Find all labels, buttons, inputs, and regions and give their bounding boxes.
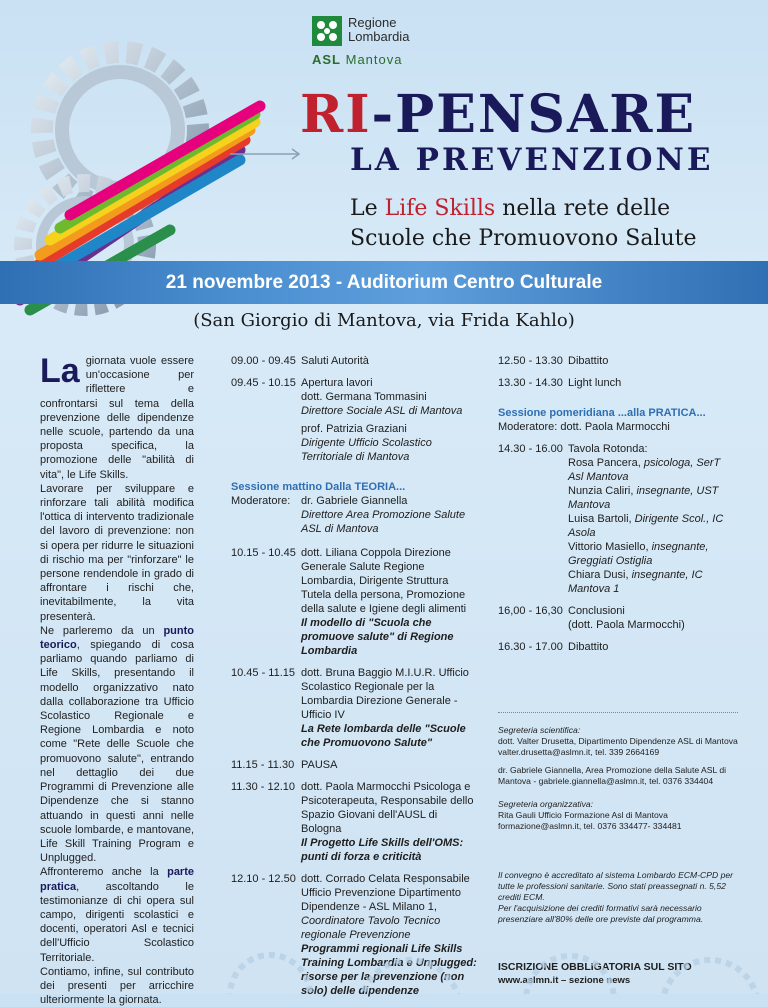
dropcap: La — [40, 352, 80, 390]
desc: Saluti Autorità — [301, 355, 369, 367]
subtitle-highlight: Life Skills — [384, 196, 496, 221]
intro-p4: Affronteremo anche la parte pratica, ascoltando le testimonianze di chi opera sul campo, dirigenti scolastici e docenti, operatori Asl e tecnici dell'Ufficio Scolastico Territoriale. — [40, 866, 194, 964]
program-row: 16.30 - 17.00 Dibattito — [498, 641, 609, 653]
program-row: 16,00 - 16,30 Conclusioni (dott. Paola Marmocchi) — [498, 605, 685, 631]
afternoon-session-header: Sessione pomeridiana ...alla PRATICA... Moderatore: dott. Paola Marmocchi — [498, 407, 706, 433]
lombardia-rose-icon — [312, 16, 342, 46]
program-row: 10.45 - 11.15 dott. Bruna Baggio M.I.U.R. Ufficio Scolastico Regionale per la Lombardia Direzione Generale - Ufficio IV La Rete lombarda delle "Scuole che Promuovono Salute" — [231, 667, 469, 749]
divider — [498, 712, 738, 713]
intro-p1: giornata vuole essere un'occasione per riflettere e confrontarsi sul tema della prevenzione delle dipendenze nelle scuole, partendo da una proposta specifica, la promozione delle "abilità di vita", le Life Skills. — [40, 355, 194, 481]
intro-text — [40, 354, 194, 1007]
logo-name-1: Regione — [348, 15, 397, 30]
main-title — [300, 84, 696, 145]
program-row: 13.30 - 14.30 Light lunch — [498, 377, 622, 389]
venue: (San Giorgio di Mantova, via Frida Kahlo) — [193, 310, 575, 331]
program-row: 11.30 - 12.10 dott. Paola Marmocchi Psicologa e Psicoterapeuta, Responsabile dello Spazio Giovani dell'AUSL di Bologna Il Progetto Life Skills dell'OMS: punti di forza e criticità — [231, 781, 474, 863]
intro-p5: Contiamo, infine, sul contributo dei presenti per arricchire ulteriormente la giornata. — [40, 965, 194, 1007]
program-row — [231, 354, 479, 368]
program-afternoon — [498, 354, 738, 987]
program-row: 10.15 - 10.45 dott. Liliana Coppola Direzione Generale Salute Regione Lombardia, Dirigente Struttura Tutela della persona, Promozione della salute e Igiene degli alimenti Il modello di "Scuola che promuove salute" di Regione Lombardia — [231, 547, 467, 657]
program-row: 12.50 - 13.30 Dibattito — [498, 355, 609, 367]
intro-p3: Ne parleremo da un punto teorico, spiegando di cosa parliamo quando parliamo di Life Skills, presentando il modello organizzativo nato dalla collaborazione tra Ufficio Scolastico Regionale e Regione Lombardia e noto come "Rete delle Scuole che promuovono salute", entrando nel dettaglio dei due Programmi di Prevenzione alle Dipendenze che si stanno attuando in questi anni nelle scuole lombarde, e mantovane, Life Skill Training Program e Unplugged. — [40, 624, 194, 865]
date-banner: 21 novembre 2013 - Auditorium Centro Culturale — [0, 261, 768, 304]
title-line-2: LA PREVENZIONE — [350, 142, 714, 178]
registration: ISCRIZIONE OBBLIGATORIA SUL SITO www.aslmn.it – sezione news — [498, 961, 692, 986]
title-ri: RI — [300, 84, 372, 145]
morning-session-header: Sessione mattino Dalla TEORIA... Moderatore: dr. Gabriele Giannella Direttore Area Promozione Salute ASL di Mantova — [231, 481, 466, 535]
program-row: 14.30 - 16.00 Tavola Rotonda: Rosa Pancera, psicologa, SerT Asl Mantova Nunzia Caliri, insegnante, UST Mantova Luisa Bartoli, Dirigente Scol., IC Asola Vittorio Masiello, insegnante, Greggiati Ostiglia Chiara Dusi, insegnante, IC Mantova 1 — [498, 443, 724, 595]
time: 09.00 - 09.45 — [231, 355, 296, 367]
subtitle: Le Life Skills nella rete delle Scuole che Promuovono Salute — [350, 196, 697, 251]
title-rest: -PENSARE — [371, 84, 697, 145]
bottom-gears-decoration — [210, 900, 768, 994]
regione-lombardia-logo — [306, 12, 476, 72]
program-row: 12.10 - 12.50 dott. Corrado Celata Responsabile Ufficio Prevenzione Dipartimento Dipendenze - ASL Milano 1, Coordinatore Tavolo Tecnico regionale Prevenzione Programmi regionali Life Skills Training Lombardia e Unplugged: risorse per la prevenzione (non solo) delle dipendenze — [231, 873, 477, 997]
time: 09.45 - 10.15 — [231, 377, 296, 389]
intro-p2: Lavorare per sviluppare e rinforzare tali abilità modifica l'ottica di intervento tradizionale del lavoro di prevenzione: non si opera per ridurre le situazioni di rischio ma per "rinforzare" le persone rendendole in grado di affrontare i rischi che, inevitabilmente, la vita presenterà. — [40, 482, 194, 623]
asl-label: ASL Mantova — [312, 52, 403, 67]
contacts: Segreteria scientifica: dott. Valter Drusetta, Dipartimento Dipendenze ASL di Mantova valter.drusetta@aslmn.it, tel. 339 2664169 dr. Gabriele Giannella, Area Promozione della Salute ASL di Mantova - gabriele.giannella@aslmn.it, tel. 0376 334404 Segreteria organizzativa: Rita Gauli Ufficio Formazione Asl di Mantova formazione@aslmn.it, tel. 0376 334477- 334481 Il convegno è accreditato al sistema Lombardo ECM-CPD per tutte le professioni sanitarie. Sono stati preassegnati n. 5,52 crediti ECM. Per l'acquisizione dei crediti formativi sarà necessario presenziare all'80% delle ore previste dal programma. — [498, 725, 738, 924]
logo-name-2: Lombardia — [348, 29, 410, 44]
program-row: 11.15 - 11.30 PAUSA — [231, 759, 338, 771]
program-row: 09.45 - 10.15 Apertura lavori dott. Germana Tommasini Direttore Sociale ASL di Mantova prof. Patrizia Graziani Dirigente Ufficio Scolastico Territoriale di Mantova — [231, 377, 463, 463]
